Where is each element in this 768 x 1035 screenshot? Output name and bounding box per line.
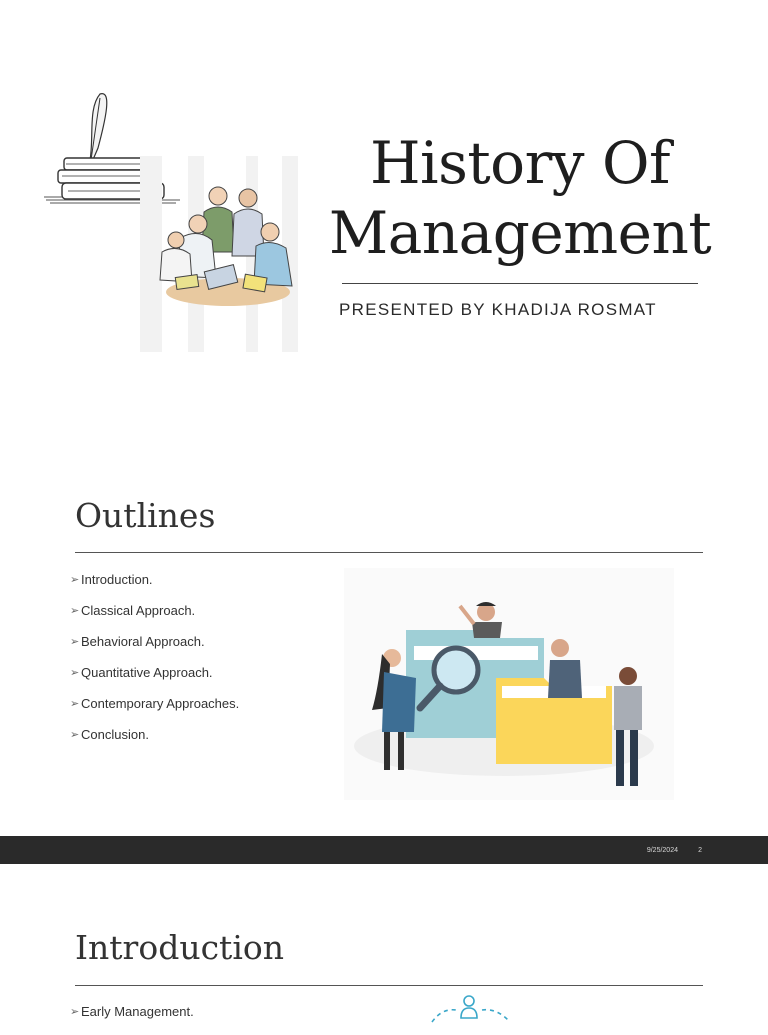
presenter-subtitle: PRESENTED BY KHADIJA ROSMAT bbox=[339, 300, 657, 319]
title-divider bbox=[342, 283, 698, 284]
team-meeting-illustration bbox=[136, 156, 312, 352]
introduction-divider bbox=[75, 985, 703, 986]
outlines-divider bbox=[75, 552, 703, 553]
list-item: ➢ Contemporary Approaches. bbox=[70, 696, 240, 711]
introduction-list bbox=[70, 1004, 194, 1035]
footer-date: 9/25/2024 bbox=[646, 847, 678, 854]
list-item: ➢ Early Management. bbox=[70, 1004, 194, 1019]
list-item: ➢ Behavioral Approach. bbox=[70, 634, 205, 649]
introduction-slide bbox=[0, 864, 768, 1024]
arrow-bullet-icon: ➢ bbox=[70, 667, 80, 679]
outlines-heading: Outlines bbox=[75, 496, 216, 535]
list-item: ➢ Quantitative Approach. bbox=[70, 665, 213, 680]
slide-footer-bar bbox=[0, 836, 768, 864]
list-item: ➢ Introduction. bbox=[70, 572, 153, 587]
person-network-icon bbox=[428, 992, 518, 1024]
title-slide bbox=[0, 0, 768, 420]
list-item: ➢ Conclusion. bbox=[70, 727, 149, 742]
arrow-bullet-icon: ➢ bbox=[70, 698, 80, 710]
arrow-bullet-icon: ➢ bbox=[70, 605, 80, 617]
arrow-bullet-icon: ➢ bbox=[70, 1006, 80, 1018]
title-line-2: Management bbox=[328, 199, 712, 267]
arrow-bullet-icon: ➢ bbox=[70, 729, 80, 741]
arrow-bullet-icon: ➢ bbox=[70, 574, 80, 586]
outline-list bbox=[70, 572, 239, 758]
title-line-1: History Of bbox=[369, 129, 671, 197]
list-item: ➢ Classical Approach. bbox=[70, 603, 196, 618]
outlines-slide bbox=[0, 420, 768, 836]
folder-search-illustration bbox=[344, 568, 674, 800]
introduction-heading: Introduction bbox=[75, 928, 284, 967]
footer-page-number: 2 bbox=[698, 847, 702, 854]
arrow-bullet-icon: ➢ bbox=[70, 636, 80, 648]
presentation-title bbox=[315, 128, 725, 268]
